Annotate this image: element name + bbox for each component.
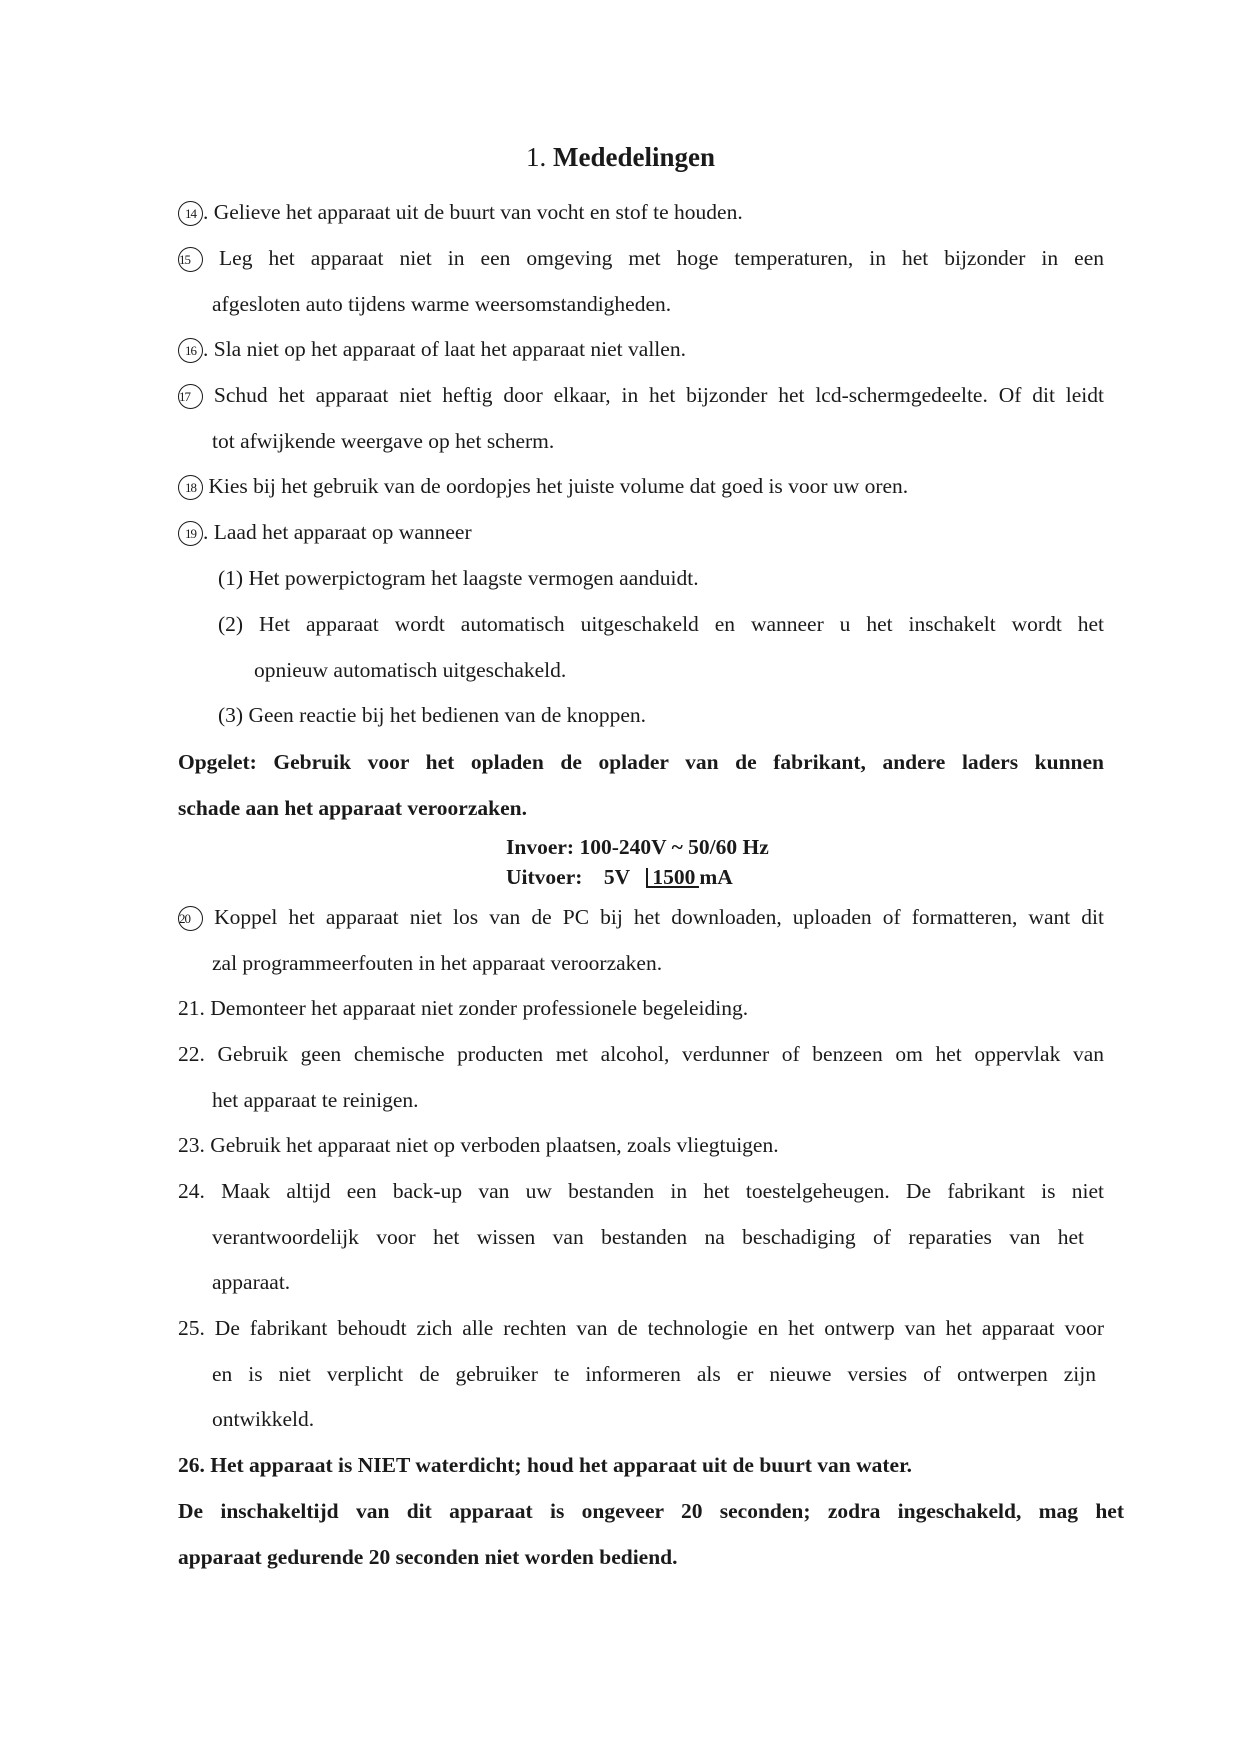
item-25-line3: ontwikkeld.	[212, 1407, 315, 1431]
output-unit: mA	[699, 865, 733, 889]
output-voltage: 5V	[603, 865, 631, 889]
item-19-text: . Laad het apparaat op wanneer	[203, 520, 472, 544]
warning-line2: schade aan het apparaat veroorzaken.	[178, 796, 527, 820]
output-label: Uitvoer:	[506, 865, 583, 889]
sub-item-2-line2: opnieuw automatisch uitgeschakeld.	[254, 658, 567, 682]
page-title	[0, 142, 1241, 173]
item-14-marker: 14	[178, 201, 203, 226]
item-25-line2: en is niet verplicht de gebruiker te informeren als er nieuwe versies of ontwerpen zijn	[212, 1362, 1096, 1386]
item-14	[178, 199, 743, 226]
sub-item-1: (1) Het powerpictogram het laagste vermogen aanduidt.	[218, 566, 699, 590]
item-16-text: . Sla niet op het apparaat of laat het apparaat niet vallen.	[203, 337, 686, 361]
item-15-line1: 15 Leg het apparaat niet in een omgeving met hoge temperaturen, in het bijzonder in een	[179, 246, 1105, 270]
item-17-line2: tot afwijkende weergave op het scherm.	[212, 429, 555, 453]
title-number: 1.	[526, 142, 547, 172]
title-text: Mededelingen	[553, 142, 715, 172]
item-20-line2: zal programmeerfouten in het apparaat veroorzaken.	[212, 951, 663, 975]
output-spec	[506, 864, 733, 890]
input-spec: Invoer: 100-240V ~ 50/60 Hz	[506, 835, 769, 859]
sub-item-3: (3) Geen reactie bij het bedienen van de knoppen.	[218, 703, 647, 727]
final-note-line1: De inschakeltijd van dit apparaat is ongeveer 20 seconden; zodra ingeschakeld, mag het	[178, 1499, 1124, 1523]
item-25-line1: 25. De fabrikant behoudt zich alle rechten van de technologie en het ontwerp van het apparaat voor	[178, 1316, 1104, 1340]
item-16-marker: 16	[178, 338, 203, 363]
item-18-text: Kies bij het gebruik van de oordopjes het juiste volume dat goed is voor uw oren.	[208, 474, 909, 498]
item-23: 23. Gebruik het apparaat niet op verboden plaatsen, zoals vliegtuigen.	[178, 1133, 779, 1157]
final-note-line2: apparaat gedurende 20 seconden niet worden bediend.	[178, 1545, 678, 1569]
item-22-line2: het apparaat te reinigen.	[212, 1088, 419, 1112]
item-24-line2: verantwoordelijk voor het wissen van bestanden na beschadiging of reparaties van het	[212, 1225, 1084, 1249]
warning-line1: Opgelet: Gebruik voor het opladen de oplader van de fabrikant, andere laders kunnen	[178, 750, 1104, 774]
item-15-line2: afgesloten auto tijdens warme weersomstandigheden.	[212, 292, 672, 316]
item-14-text: . Gelieve het apparaat uit de buurt van vocht en stof te houden.	[203, 200, 743, 224]
output-current: 1500	[646, 868, 699, 888]
item-26: 26. Het apparaat is NIET waterdicht; houd het apparaat uit de buurt van water.	[178, 1453, 913, 1477]
item-17-line1: 17 Schud het apparaat niet heftig door elkaar, in het bijzonder het lcd-schermgedeelte. Of dit leidt	[179, 383, 1104, 407]
item-19-marker: 19	[178, 521, 203, 546]
item-15-marker: 15	[178, 247, 203, 272]
item-24-line3: apparaat.	[212, 1270, 291, 1294]
item-18	[178, 473, 908, 500]
item-17-marker: 17	[178, 384, 203, 409]
item-22-line1: 22. Gebruik geen chemische producten met alcohol, verdunner of benzeen om het oppervlak van	[178, 1042, 1104, 1066]
item-18-marker: 18	[178, 475, 203, 500]
item-24-line1: 24. Maak altijd een back-up van uw bestanden in het toestelgeheugen. De fabrikant is niet	[178, 1179, 1104, 1203]
sub-item-2-line1: (2) Het apparaat wordt automatisch uitgeschakeld en wanneer u het inschakelt wordt het	[218, 612, 1104, 636]
item-19	[178, 519, 472, 546]
item-20-marker: 20	[178, 906, 203, 931]
item-20-line1: 20 Koppel het apparaat niet los van de PC bij het downloaden, uploaden of formatteren, want dit	[179, 905, 1105, 929]
item-21: 21. Demonteer het apparaat niet zonder professionele begeleiding.	[178, 996, 749, 1020]
item-16	[178, 336, 686, 363]
